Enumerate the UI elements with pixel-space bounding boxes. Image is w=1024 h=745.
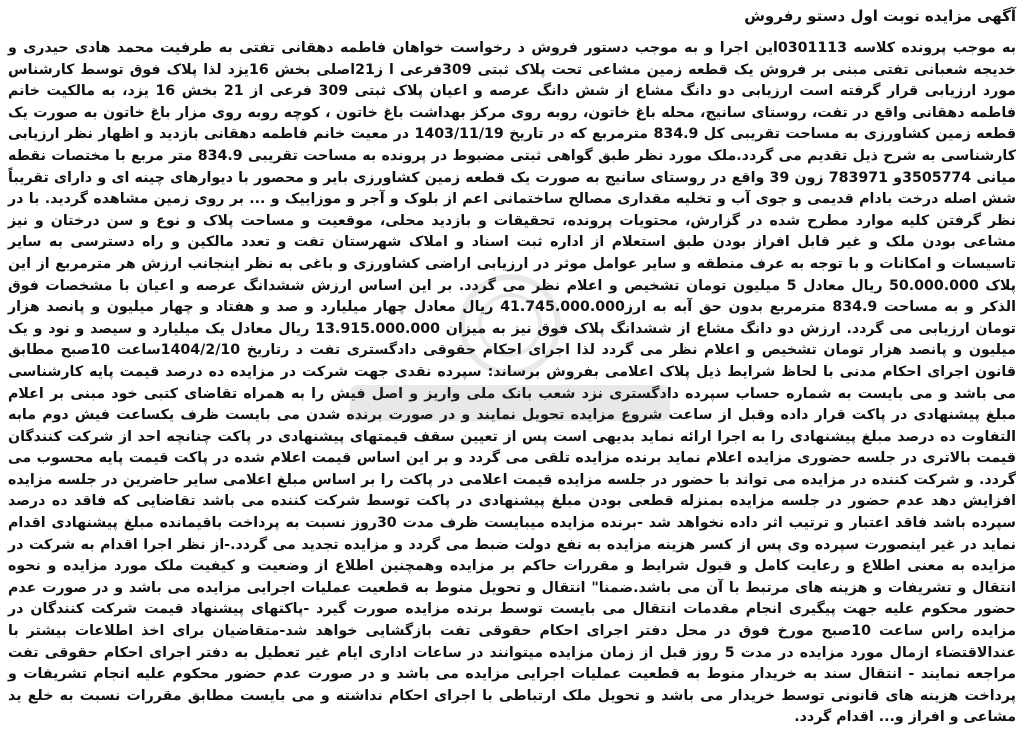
notice-title: آگهی مزایده نوبت اول دستو رفروش	[744, 7, 1016, 25]
notice-body: به موجب پرونده کلاسه 0301113این اجرا و به موجب دستور فروش د رخواست خواهان فاطمه دهقانی تفتی به طرفیت محمد هادی حیدری و خدیجه شعبانی تفتی مبنی بر فروش یک قطعه زمین مشاعی تحت پلاک ثبتی 309فرعی ا ز21اصلی بخش 16یزد لذا پلاک فوق توسط کارشناس مورد ارزیابی قرار گرفته است ارزیابی دو دانگ مشاع از شش دانگ عرصه و اعیان پلاک ثبتی 309 فرعی از 21 بخش 16 یزد، به مالکیت خانم فاطمه دهقانی واقع در تفت، روستای سانیج، محله باغ خاتون، روبه روی مرکز بهداشت باغ خاتون ، کوچه روبه روی مزار باغ خاتون به صورت یک قطعه زمین کشاورزی به مساحت تقریبی کل 834.9 مترمربع که در تاریخ 1403/11/19 در معیت خانم فاطمه دهقانی بازدید و اظهار نظر ارزیابی کارشناسی به شرح ذیل تقدیم می گردد.ملک مورد نظر طبق گواهی ثبتی مضبوط در پرونده به مساحت تقریبی 834.9 متر مربع با مختصات نقطه میانی 3505774و 783971 زون 39 واقع در روستای سانیج به صورت یک قطعه زمین کشاورزی بایر و محصور با دیوارهای چینه ای و دارای تقریباً شش اصله درخت بادام قدیمی و جوی آب و تخلیه مقداری مصالح ساختمانی اعم از بلوک و آجر و موزاییک و ... بر روی زمین مشاهده گردید. با در نظر گرفتن کلیه موارد مطرح شده در گزارش، محتویات پرونده، تحقیقات و بازدید محلی، موقعیت و مساحت پلاک و نوع و سن درختان و نیز مشاعی بودن ملک و غیر قابل افراز بودن طبق استعلام از اداره ثبت اسناد و املاک شهرستان تفت و تعدد مالکین و راه دسترسی به سایر تاسیسات و امکانات و با توجه به عرف منطقه و سایر عوامل موثر در ارزیابی اراضی کشاورزی و باغی به نظر اینجانب ارزش هر مترمربع از این پلاک 50.000.000 ریال معادل 5 میلیون تومان تشخیص و اعلام نظر می گردد. بر این اساس ارزش ششدانگ عرصه و اعیان با مشخصات فوق الذکر و به مساحت 834.9 مترمربع بدون حق آبه به ارز41.745.000.000 ریال معادل چهار میلیارد و صد و هفتاد و چهار میلیون و پانصد هزار تومان ارزیابی می گردد. ارزش دو دانگ مشاع از ششدانگ پلاک فوق نیز به میزان 13.915.000.000 ریال معادل یک میلیارد و سیصد و نود و یک میلیون و پانصد هزار تومان تشخیص و اعلام نظر می گردد لذا اجرای احکام حقوقی دادگستری تفت د رتاریخ 1404/2/10ساعت 10صبح مطابق قانون اجرای احکام مدنی با لحاظ شرایط ذیل پلاک اعلامی بفروش برساند: سپرده نقدی جهت شرکت در مزایده ده درصد قیمت پایه کارشناسی می باشد و می بایست به شماره حساب سپرده دادگستری نزد شعب بانک ملی واریز و اصل فیش را به همراه تقاضای کتبی خود مبنی بر اعلام مبلغ پیشنهادی در پاکت قرار داده وقبل از ساعت شروع مزایده تحویل نمایند و در صورت برنده شدن می بایست ظرف یکساعت فیش دوم مابه التفاوت ده درصد مبلغ پیشنهادی را به اجرا ارائه نماید بدیهی است پس از تعیین سقف قیمتهای پیشنهادی در پاکت چنانچه احد از شرکت کنندگان قیمت بالاتری در جلسه حضوری مزایده اعلام نماید برنده مزایده تلقی می گردد و بر این اساس قیمت اعلام شده در پاکت قیمت پایه محسوب می گردد. و شرکت کننده در مزایده می تواند با حضور در جلسه مزایده قیمت اعلامی در پاکت را بر اساس مبلغ اعلامی سایر حاضرین در جلسه مزایده افزایش دهد عدم حضور در جلسه مزایده بمنزله قطعی بودن مبلغ پیشنهادی در پاکت توسط شرکت کننده می باشد تقاضایی که فاقد ده درصد سپرده باشد فاقد اعتبار و ترتیب اثر داده نخواهد شد -برنده مزایده میبایست ظرف مدت 30روز نسبت به پرداخت باقیمانده مبلغ پیشنهادی اقدام نماید در غیر اینصورت سپرده وی پس از کسر هزینه مزایده به نفع دولت ضبط می گردد و مزایده تجدید می گردد.-از نظر اجرا اقدام به شرکت در مزایده به معنی اطلاع و رعایت کامل و قبول شرایط و مقررات حاکم بر مزایده وهمچنین اطلاع از وضعیت و کیفیت ملک مورد مزایده و نحوه انتقال و تشریفات و هزینه های مرتبط با آن می باشد.ضمنا" انتقال و تحویل منوط به قطعیت عملیات اجرایی مزایده می باشد و در صورت عدم حضور محکوم علیه جهت پیگیری انجام مقدمات انتقال می بایست توسط برنده مزایده صورت گیرد -پاکتهای پیشنهاد قیمت شرکت کنندگان در مزایده راس ساعت 10صبح مورخ فوق در محل دفتر اجرای احکام حقوقی تفت بازگشایی خواهد شد-متقاضیان برای اخذ اطلاعات بیشتر با عندالاقتضاء ازمال مورد مزایده در مدت 5 روز قبل از زمان مزایده میتوانند در ساعات اداری ایام غیر تعطیل به دفتر اجرای احکام حقوقی تفت مراجعه نمایند - انتقال سند به خریدار منوط به قطعیت عملیات اجرایی مزایده می باشد و در صورت عدم حضور محکوم علیه انجام تشریفات و پرداخت هزینه های قانونی توسط خریدار می باشد و تحویل ملک ارتباطی با اجرای احکام نداشته و می بایست مطابق مقررات نسبت به خلع ید مشاعی و افراز و... اقدام گردد.	[8, 40, 1017, 726]
